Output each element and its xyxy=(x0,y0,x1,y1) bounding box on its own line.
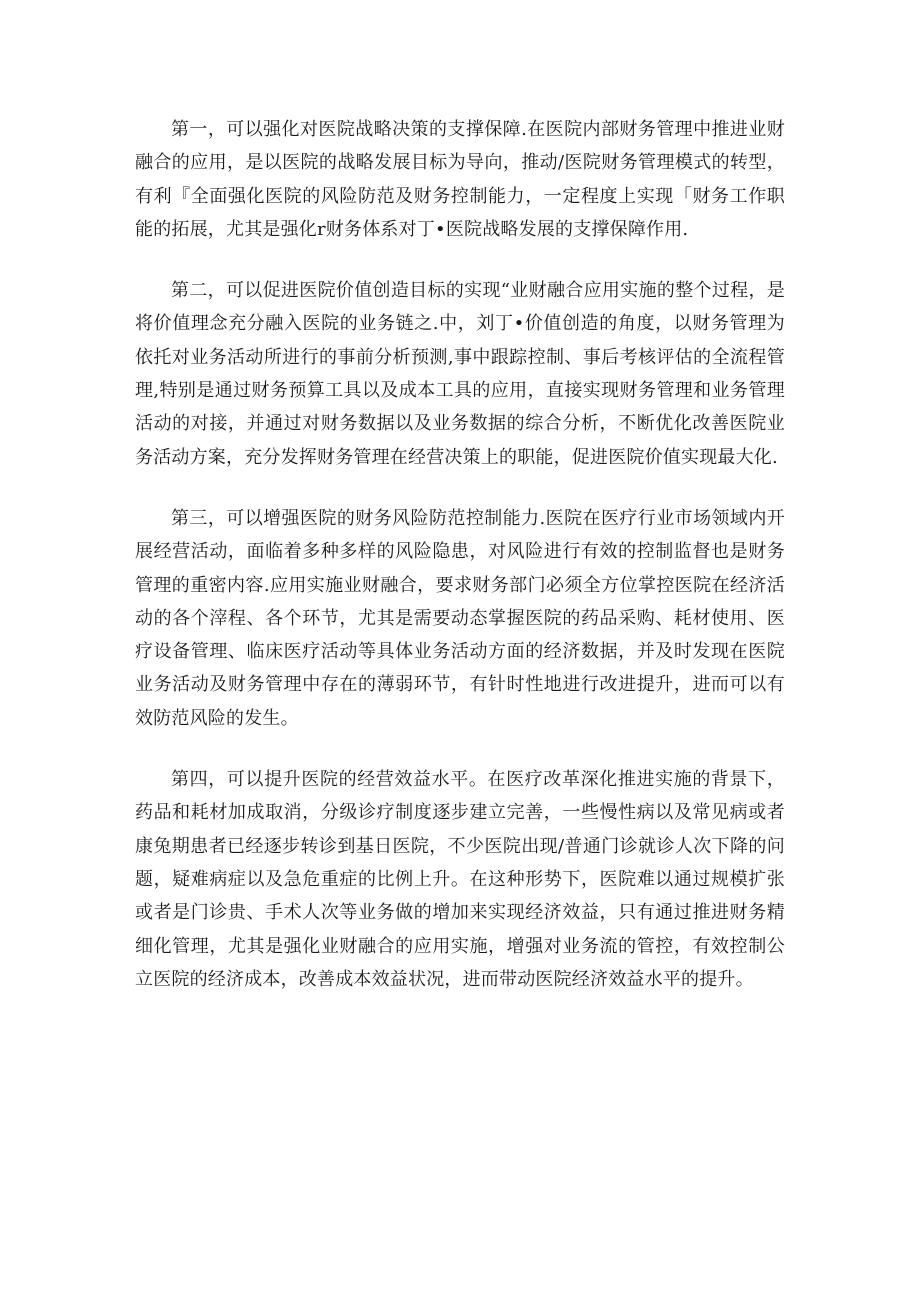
paragraph-4: 第四，可以提升医院的经营效益水平。在医疗改革深化推进实施的背景下，药品和耗材加成取消，分级诊疗制度逐步建立完善，一些慢性病以及常见病或者康兔期患者已经逐步转诊到基日医院，不少医院出现/普通门诊就诊人次下降的问题，疑难病症以及急危重症的比例上升。在这种形势下，医院难以通过规模扩张或者是门诊贵、手术人次等业务做的增加来实现经济效益，只有通过推进财务精细化管理，尤其是强化业财融合的应用实施，增强对业务流的管控，有效控制公立医院的经济成本，改善成本效益状况，进而带动医院经济效益水平的提升。 xyxy=(135,769,785,990)
paragraph-1: 第一，可以强化对医院战略决策的支撑保障.在医院内部财务管理中推进业财融合的应用，是以医院的战略发展目标为导向，推动/医院财务管理模式的转型，有利『全面强化医院的风险防范及财务控制能力，一定程度上实现「财务工作职能的拓展，尤其是强化r财务体系对丁•医院战略发展的支撑保障作用. xyxy=(135,119,785,240)
document-body xyxy=(135,113,785,1024)
paragraph-2: 第二，可以促进医院价值创造目标的实现“业财融合应用实施的整个过程，是将价值理念充分融入医院的业务链之.中，刘丁•价值创造的角度，以财务管理为依托对业务活动所进行的事前分析预测,事中跟踪控制、事后考核评估的全流程管理,特别是通过财务预算工具以及成本工具的应用，直接实现财务管理和业务管理活动的对接，并通过对财务数据以及业务数据的综合分析，不断优化改善医院业务活动方案，充分发挥财务管理在经营决策上的职能，促进医院价值实现最大化. xyxy=(135,280,785,468)
paragraph-3: 第三，可以增强医院的财务风险防范控制能力.医院在医疗行业市场领域内开展经营活动，面临着多种多样的风险隐患，对风险进行有效的控制监督也是财务管理的重密内容.应用实施业财融合，要求财务部门必须全方位掌控医院在经济活动的各个滓程、各个环节，尤其是需要动态掌握医院的药品采购、耗材使用、医疗设备管理、临床医疗活动等具体业务活动方面的经济数据，并及时发现在医院业务活动及财务管理中存在的薄弱环节，有针时性地进行改进提升，进而可以有效防范风险的发生。 xyxy=(135,507,785,729)
